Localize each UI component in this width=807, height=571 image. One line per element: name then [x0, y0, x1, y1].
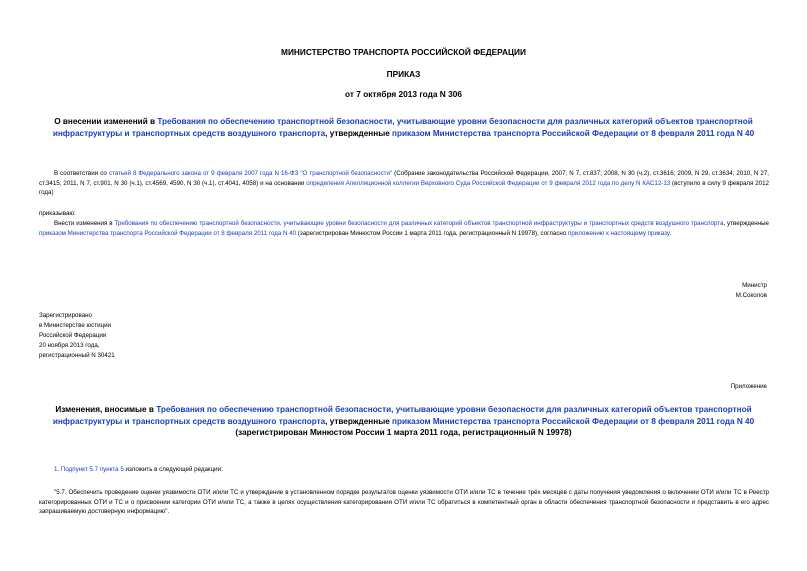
- requirements-link[interactable]: Требования по обеспечению транспортной безопасности, учитывающие уровни безопасности для различных категорий объектов транспортной инфраструктуры и транспортных средств воздушного транспорта: [52, 117, 753, 138]
- order-40-link[interactable]: приказом Министерства транспорта Российской Федерации от 8 февраля 2011 года N 40: [392, 128, 755, 138]
- item-1-text: изложить в следующей редакции:: [123, 466, 223, 473]
- quoted-clause-5-7: "5.7. Обеспечить проведение оценки уязвимости ОТИ и/или ТС и утверждение в установленном порядке результатов оценки уязвимости ОТИ и/или ТС в течение трёх месяцев с даты получения уведомления о включении ОТИ и/или ТС в Реестр категорированных ОТИ и ТС и о присвоении категории ОТИ и/или ТС, а также в целях осуществления категорирования ОТИ и/или ТС обратиться в компетентный орган в области обеспечения транспортной безопасности и представить в его адрес запрашиваемую достоверную информацию".: [39, 489, 769, 516]
- appendix-requirements-link[interactable]: Требования по обеспечению транспортной безопасности, учитывающие уровни безопасности для различных категорий объектов транспортной инфраструктуры и транспортных средств воздушного транспорта: [52, 405, 752, 426]
- registration-line-1: Зарегистрировано: [39, 312, 92, 319]
- title-prefix: О внесении изменений в: [54, 117, 158, 126]
- item-1: [54, 466, 223, 473]
- amendment-text-2: , утвержденные: [723, 220, 769, 227]
- signature-position: Министр: [742, 282, 767, 289]
- order-word: приказываю:: [39, 210, 76, 217]
- ministry-heading: МИНИСТЕРСТВО ТРАНСПОРТА РОССИЙСКОЙ ФЕДЕРАЦИИ: [281, 47, 526, 57]
- subclause-5-7-link[interactable]: 1. Подпункт 5.7 пункта 5: [54, 466, 124, 473]
- preamble-text-2: (Собрание законодательства Российской Федерации, 2007, N 7, ст.837; 2008, N 30 (ч.2), ст.3616; 2009, N 29, ст.3634; 2010, N 27, ст.3415; 2011, N 7, ст.901, N 30 (ч.1), ст.4569, 4590, N 30 (ч.1), ст.4041, 4058) и на основании: [39, 170, 769, 187]
- amendment-requirements-link[interactable]: Требования по обеспечению транспортной безопасности, учитывающие уровни безопасности для различных категорий объектов транспортной инфраструктуры и транспортных средств воздушного транспорта: [114, 220, 724, 227]
- order-title: [36, 116, 771, 139]
- amendment-text-3: (зарегистрирован Минюстом России 1 марта 2011 года, регистрационный N 19978), согласно: [296, 229, 569, 237]
- amendment-text-4: .: [669, 229, 672, 237]
- preamble-text-1: В соответствии со: [54, 170, 109, 177]
- appendix-title-prefix: Изменения, вносимые в: [55, 405, 157, 414]
- appendix-link[interactable]: приложению к настоящему приказу: [568, 229, 670, 237]
- order-date-number: от 7 октября 2013 года N 306: [345, 89, 462, 99]
- appendix-order-link[interactable]: приказом Министерства транспорта Российской Федерации от 8 февраля 2011 года N 40: [392, 416, 755, 426]
- amendment-order-link[interactable]: приказом Министерства транспорта Российской Федерации от 8 февраля 2011 года N 40: [39, 229, 297, 237]
- appendix-label: Приложение: [730, 383, 767, 390]
- preamble-text-3: (вступило в силу 9 февраля 2012 года): [39, 179, 769, 197]
- registration-line-4: 20 ноября 2013 года,: [39, 342, 100, 349]
- supreme-court-link[interactable]: определения Апелляционной коллегии Верховного Суда Российской Федерации от 9 февраля 2012 года по делу N КАС12-13: [306, 179, 671, 187]
- registration-block: [39, 311, 115, 361]
- title-middle: , утвержденные: [325, 128, 393, 138]
- document-type-heading: ПРИКАЗ: [386, 69, 421, 79]
- registration-line-2: в Министерстве юстиции: [39, 322, 112, 329]
- appendix-title-middle: , утвержденные: [325, 416, 393, 426]
- signature-block: [736, 281, 767, 301]
- federal-law-link[interactable]: статьей 8 Федерального закона от 9 февраля 2007 года N 16-ФЗ "О транспортной безопасности": [108, 170, 393, 177]
- signature-name: М.Соколов: [735, 292, 767, 299]
- preamble-paragraph: [39, 169, 769, 198]
- appendix-title-suffix: (зарегистрирован Минюстом России 1 марта 2011 года, регистрационный N 19978): [235, 428, 572, 438]
- appendix-title: [36, 404, 771, 439]
- amendment-text-1: Внести изменения в: [54, 220, 115, 227]
- registration-line-3: Российской Федерации: [39, 332, 107, 339]
- registration-line-5: регистрационный N 30421: [39, 352, 115, 359]
- amendment-paragraph: [39, 219, 769, 238]
